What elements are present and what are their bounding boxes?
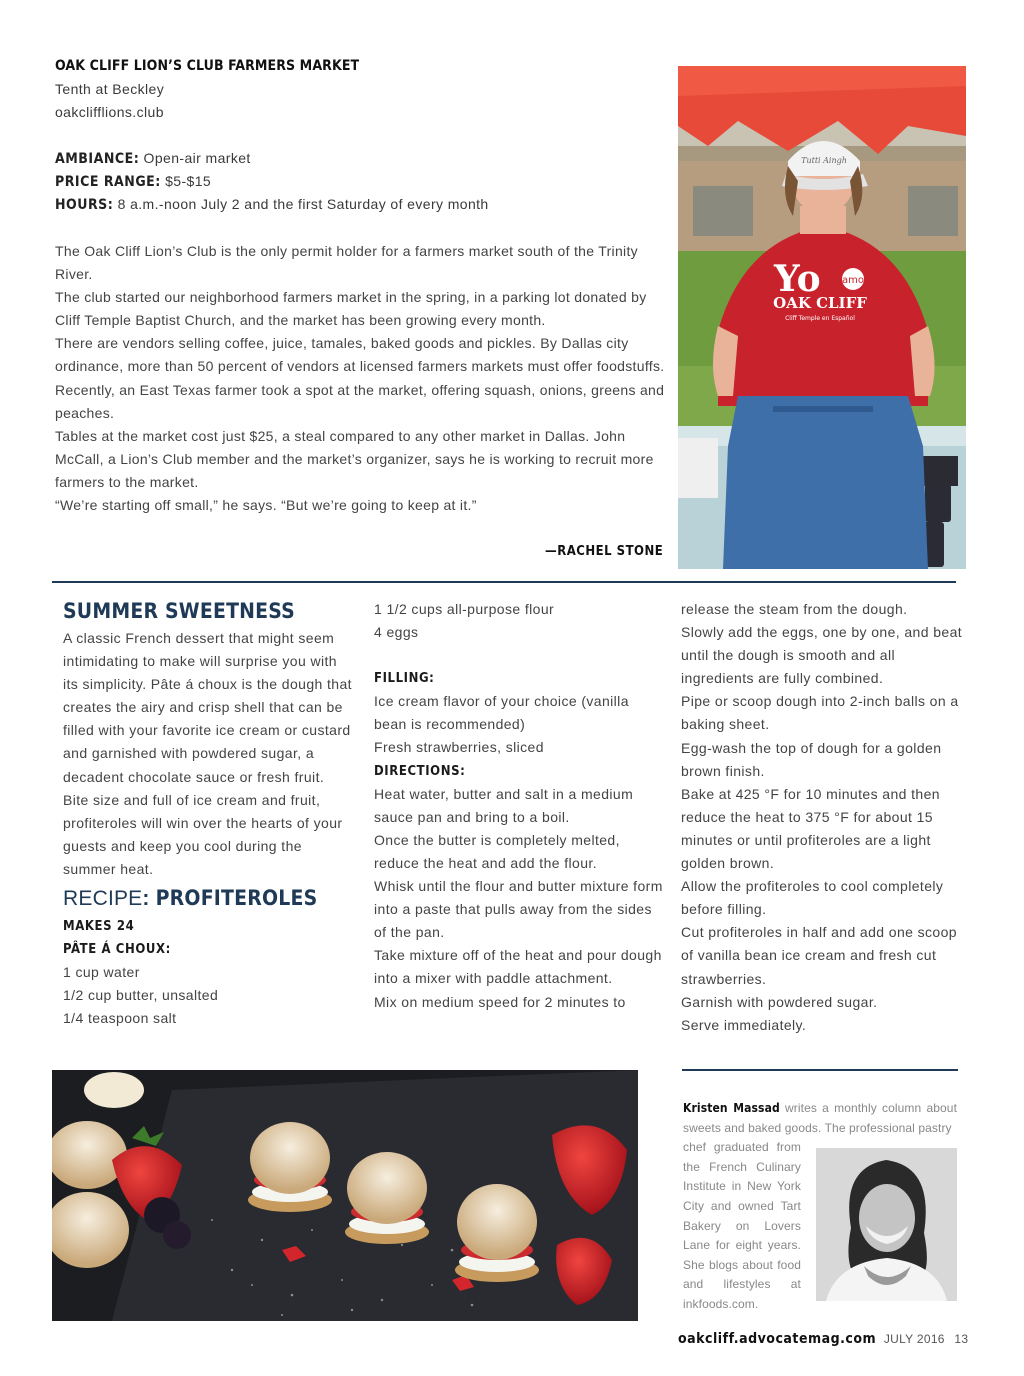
article-paragraph: The Oak Cliff Lion’s Club is the only permit holder for a farmers market south of the Trinity River. bbox=[55, 243, 638, 283]
recipe-title-colon: : bbox=[142, 887, 150, 910]
direction-step: Garnish with powdered sugar. bbox=[681, 993, 878, 1010]
recipe-column-2 bbox=[374, 598, 664, 1014]
recipe-title-name: PROFITEROLES bbox=[155, 886, 318, 910]
article-paragraph: Recently, an East Texas farmer took a spot at the market, offering squash, onions, greens and peaches. bbox=[55, 381, 665, 421]
shirt-subtitle-text: Cliff Temple en Español bbox=[785, 315, 855, 322]
ingredient-item: 4 eggs bbox=[374, 624, 419, 641]
shirt-yo-text: Yo bbox=[774, 258, 821, 300]
bio-intro bbox=[683, 1099, 957, 1138]
footer-page-number: 13 bbox=[954, 1332, 969, 1346]
direction-step: Whisk until the flour and butter mixture form into a paste that pulls away from the sides of the pan. bbox=[374, 878, 663, 941]
choux-heading: PÂTE Á CHOUX: bbox=[63, 942, 171, 958]
direction-step: Serve immediately. bbox=[681, 1016, 807, 1033]
ambiance-label: AMBIANCE: bbox=[55, 151, 140, 167]
ambiance-value: Open-air market bbox=[143, 150, 251, 166]
direction-step: Take mixture off of the heat and pour dough into a mixer with paddle attachment. bbox=[374, 947, 662, 987]
direction-step: Egg-wash the top of dough for a golden brown finish. bbox=[681, 739, 942, 779]
hours-value: 8 a.m.-noon July 2 and the first Saturday of every month bbox=[117, 196, 489, 212]
ingredient-item: 1 cup water bbox=[63, 964, 140, 981]
recipe-title-prefix: RECIPE bbox=[63, 887, 143, 910]
author-photo bbox=[816, 1148, 957, 1301]
direction-step: Pipe or scoop dough into 2-inch balls on a baking sheet. bbox=[681, 693, 959, 733]
shirt-amo-text: amo bbox=[842, 275, 864, 286]
recipe-column-1 bbox=[63, 915, 353, 1030]
direction-step: release the steam from the dough. bbox=[681, 601, 908, 617]
bio-text-narrow: chef graduated from the French Culinary Institute in New York City and owned Tart Bakery on Lovers Lane for eight years. She blogs about food and lifestyles at inkfoods.com. bbox=[683, 1140, 801, 1311]
market-photo bbox=[678, 66, 966, 569]
makes-label: MAKES 24 bbox=[63, 919, 135, 934]
footer-issue: JULY 2016 bbox=[883, 1332, 945, 1346]
direction-step: Slowly add the eggs, one by one, and beat until the dough is smooth and all ingredients are fully combined. bbox=[681, 624, 963, 687]
cap-logo-text: Tutti Aingh bbox=[801, 156, 847, 165]
profiteroles-photo bbox=[52, 1070, 638, 1321]
article-paragraph: The club started our neighborhood farmers market in the spring, in a parking lot donated by Cliff Temple Baptist Church, and the market has been growing every month. bbox=[55, 289, 647, 329]
filling-heading: FILLING: bbox=[374, 671, 435, 687]
recipe-intro: A classic French dessert that might seem intimidating to make will surprise you with its simplicity. Pâte á choux is the dough that creates the airy and crisp shell that can be filled with your favorite ice cream or custard and garnished with powdered sugar, a decadent chocolate sauce or fresh fruit. Bite size and full of ice cream and fruit, profiteroles will win over the hearts of your guests and keep you cool during the summer heat. bbox=[63, 630, 352, 877]
direction-step: Once the butter is completely melted, reduce the heat and add the flour. bbox=[374, 831, 620, 871]
direction-step: Allow the profiteroles to cool completely before filling. bbox=[681, 878, 944, 918]
byline: —RACHEL STONE bbox=[545, 544, 664, 559]
recipe-title bbox=[63, 886, 317, 911]
recipe-column-3 bbox=[681, 598, 966, 1037]
ingredient-item: 1/2 cup butter, unsalted bbox=[63, 987, 219, 1004]
article-paragraph: “We’re starting off small,” he says. “But we’re going to keep at it.” bbox=[55, 497, 477, 514]
filling-item: Ice cream flavor of your choice (vanilla bean is recommended) bbox=[374, 693, 629, 733]
article-paragraph: There are vendors selling coffee, juice, tamales, baked goods and pickles. By Dallas city ordinance, more than 50 percent of vendors at licensed farmers markets must offer foodstuffs. bbox=[55, 335, 665, 375]
ingredient-item: 1/4 teaspoon salt bbox=[63, 1010, 177, 1027]
market-article-body bbox=[55, 240, 665, 517]
bio-text-wide: writes a monthly column about sweets and baked goods. The professional pastry bbox=[683, 1101, 958, 1135]
price-label: PRICE RANGE: bbox=[55, 174, 161, 190]
directions-heading: DIRECTIONS: bbox=[374, 763, 466, 779]
price-value: $5-$15 bbox=[165, 173, 212, 189]
author-name: Kristen Massad bbox=[683, 1101, 780, 1115]
filling-item: Fresh strawberries, sliced bbox=[374, 739, 544, 756]
market-address: Tenth at Beckley bbox=[55, 81, 165, 97]
direction-step: Heat water, butter and salt in a medium sauce pan and bring to a boil. bbox=[374, 785, 634, 825]
market-name: OAK CLIFF LION’S CLUB FARMERS MARKET bbox=[55, 58, 360, 74]
ambiance-row bbox=[55, 150, 251, 167]
section-title: SUMMER SWEETNESS bbox=[63, 599, 295, 623]
market-website[interactable]: oakclifflions.club bbox=[55, 104, 164, 120]
direction-step: Bake at 425 °F for 10 minutes and then reduce the heat to 375 °F for about 15 minutes or until profiteroles are a light golden brown. bbox=[681, 785, 940, 872]
hours-label: HOURS: bbox=[55, 197, 114, 213]
price-row bbox=[55, 173, 211, 190]
section-divider bbox=[52, 581, 956, 583]
footer-site[interactable]: oakcliff.advocatemag.com bbox=[678, 1331, 877, 1347]
direction-step: Cut profiteroles in half and add one scoop of vanilla bean ice cream and fresh cut strawberries. bbox=[681, 924, 957, 987]
ingredient-item: 1 1/2 cups all-purpose flour bbox=[374, 601, 555, 617]
shirt-oak-cliff-text: OAK CLIFF bbox=[773, 294, 867, 312]
hours-row bbox=[55, 196, 489, 213]
page-footer bbox=[678, 1331, 968, 1347]
direction-step: Mix on medium speed for 2 minutes to bbox=[374, 993, 626, 1010]
article-paragraph: Tables at the market cost just $25, a steal compared to any other market in Dallas. John McCall, a Lion’s Club member and the market’s organizer, says he is working to recruit more farmers to the market. bbox=[55, 427, 654, 490]
bio-divider bbox=[682, 1069, 958, 1071]
